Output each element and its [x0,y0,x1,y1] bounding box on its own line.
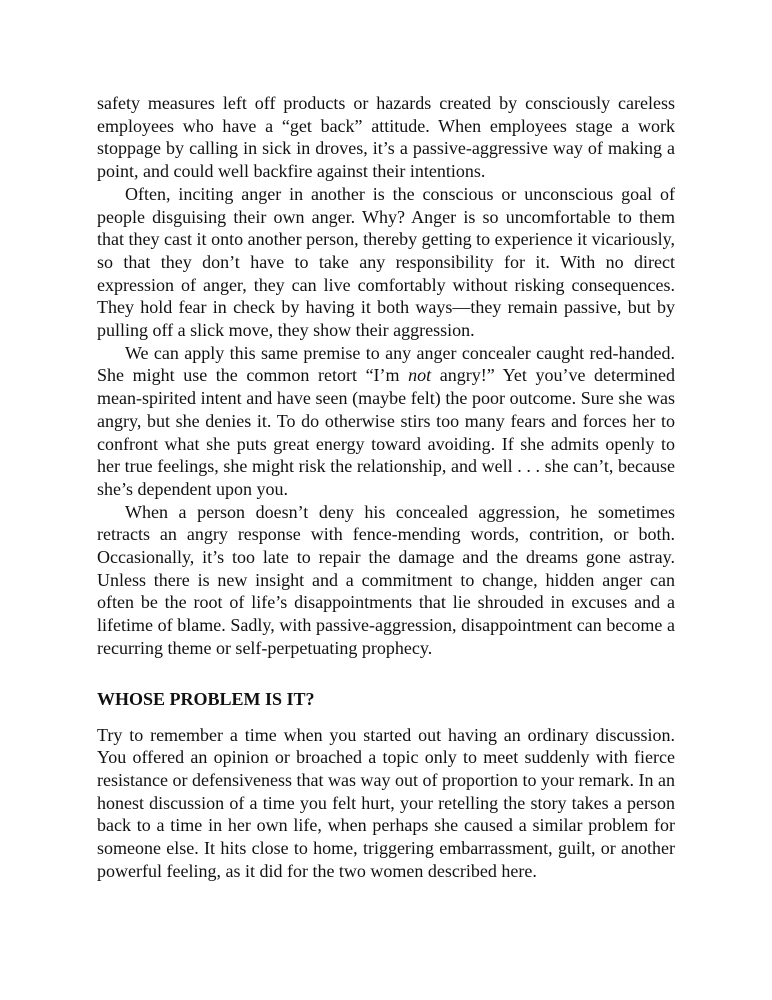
paragraph-try-to-remember: Try to remember a time when you started out having an ordinary discussion. You offered an opinion or broached a topic only to meet suddenly with fierce resistance or defensiveness that was way out of proportion to your remark. In an honest discussion of a time you felt hurt, your retelling the story takes a person back to a time in her own life, when perhaps she caused a similar problem for someone else. It hits close to home, triggering embarrassment, guilt, or another powerful feeling, as it did for the two women described here. [97,724,675,881]
paragraph-anger-concealer [97,342,675,501]
paragraph-concealed-aggression: When a person doesn’t deny his concealed aggression, he sometimes retracts an angry response with fence-mending words, contrition, or both. Occasionally, it’s too late to repair the damage and the dreams gone astray. Unless there is new insight and a commitment to change, hidden anger can often be the root of life’s disappointments that lie shrouded in excuses and a lifetime of blame. Sadly, with passive-aggression, disappointment can become a recurring theme or self-perpetuating prophecy. [97,501,675,658]
page-body [97,92,675,883]
emphasis-not: not [408,365,432,386]
paragraph-anger-concealer-text-2: angry!” Yet you’ve determined mean-spirited intent and have seen (maybe felt) the poor outcome. Sure she was angry, but she denies it. To do otherwise stirs too many fears and forces her to confront what she puts great energy toward avoiding. If she admits openly to her true feelings, she might risk the relationship, and well . . . she can’t, because she’s dependent upon you. [97,365,676,499]
paragraph-continuation: safety measures left off products or hazards created by consciously careless employees who have a “get back” attitude. When employees stage a work stoppage by calling in sick in droves, it’s a passive-aggressive way of making a point, and could well backfire against their intentions. [97,93,675,182]
paragraph-anger-concealer-text-1: We can apply this same premise to any anger concealer caught red-handed. She might use the common retort “I’m [97,342,675,386]
paragraph-inciting-anger: Often, inciting anger in another is the conscious or unconscious goal of people disguising their own anger. Why? Anger is so uncomfortable to them that they cast it onto another person, thereby getting to experience it vicariously, so that they don’t have to take any responsibility for it. With no direct expression of anger, they can live comfortably without risking consequences. They hold fear in check by having it both ways—they remain passive, but by pulling off a slick move, they show their aggression. [97,183,675,341]
section-heading: WHOSE PROBLEM IS IT? [97,688,315,709]
